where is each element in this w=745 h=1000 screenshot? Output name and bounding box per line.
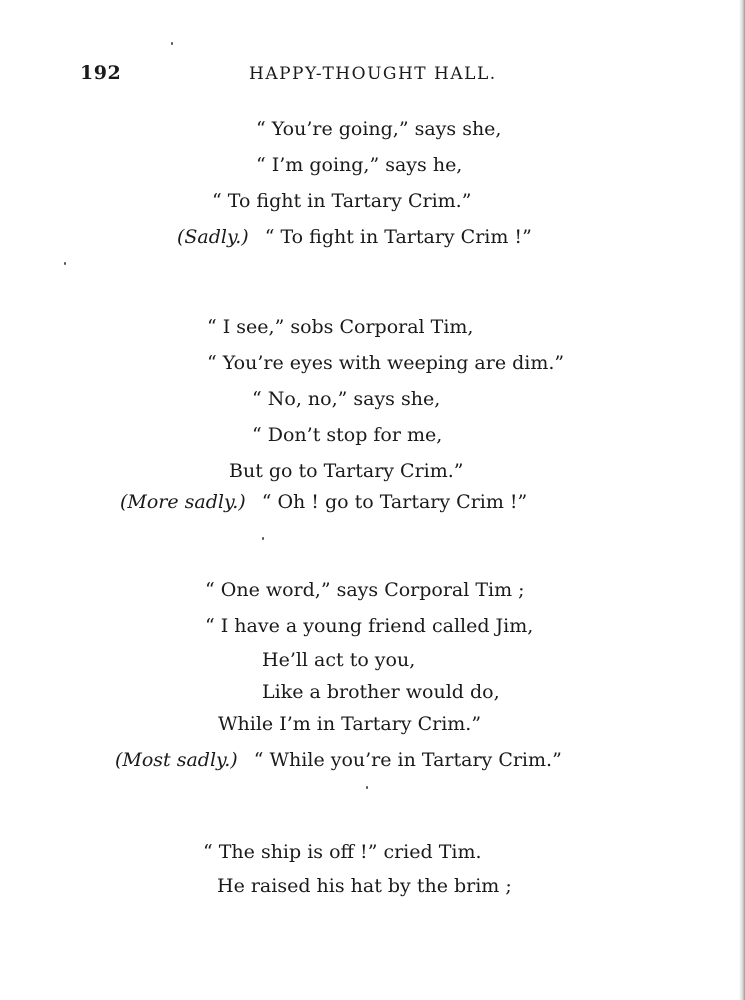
verse-line: “ One word,” says Corporal Tim ; <box>205 579 525 601</box>
verse-text: “ To fight in Tartary Crim !” <box>264 226 532 248</box>
verse-line-with-direction <box>177 225 532 249</box>
verse-line: “ The ship is off !” cried Tim. <box>203 841 482 863</box>
scan-speck <box>262 537 264 540</box>
stage-direction: (Most sadly.) <box>115 749 238 771</box>
stage-direction: (Sadly.) <box>177 226 249 248</box>
scan-speck <box>171 42 173 45</box>
scan-speck <box>64 262 66 265</box>
stage-direction: (More sadly.) <box>120 491 246 513</box>
verse-line: “ You’re going,” says she, <box>256 118 502 140</box>
scan-speck <box>366 786 368 789</box>
verse-line: “ I see,” sobs Corporal Tim, <box>207 316 474 338</box>
verse-text: “ Oh ! go to Tartary Crim !” <box>261 491 528 513</box>
verse-line: He’ll act to you, <box>262 649 416 671</box>
verse-line: “ I’m going,” says he, <box>256 154 463 176</box>
page-edge-shadow <box>739 0 745 1000</box>
verse-line: He raised his hat by the brim ; <box>217 875 512 897</box>
verse-line: While I’m in Tartary Crim.” <box>218 713 482 735</box>
verse-line-with-direction <box>115 748 562 772</box>
running-head: HAPPY-THOUGHT HALL. <box>249 64 497 84</box>
verse-line: “ No, no,” says she, <box>252 388 441 410</box>
verse-line: “ To fight in Tartary Crim.” <box>212 190 472 212</box>
verse-line: But go to Tartary Crim.” <box>229 460 464 482</box>
verse-text: “ While you’re in Tartary Crim.” <box>253 749 562 771</box>
verse-line-with-direction <box>120 490 527 514</box>
verse-line: “ Don’t stop for me, <box>252 424 443 446</box>
page-number: 192 <box>80 62 122 84</box>
verse-line: “ You’re eyes with weeping are dim.” <box>207 352 565 374</box>
verse-line: Like a brother would do, <box>262 681 500 703</box>
verse-line: “ I have a young friend called Jim, <box>205 615 534 637</box>
